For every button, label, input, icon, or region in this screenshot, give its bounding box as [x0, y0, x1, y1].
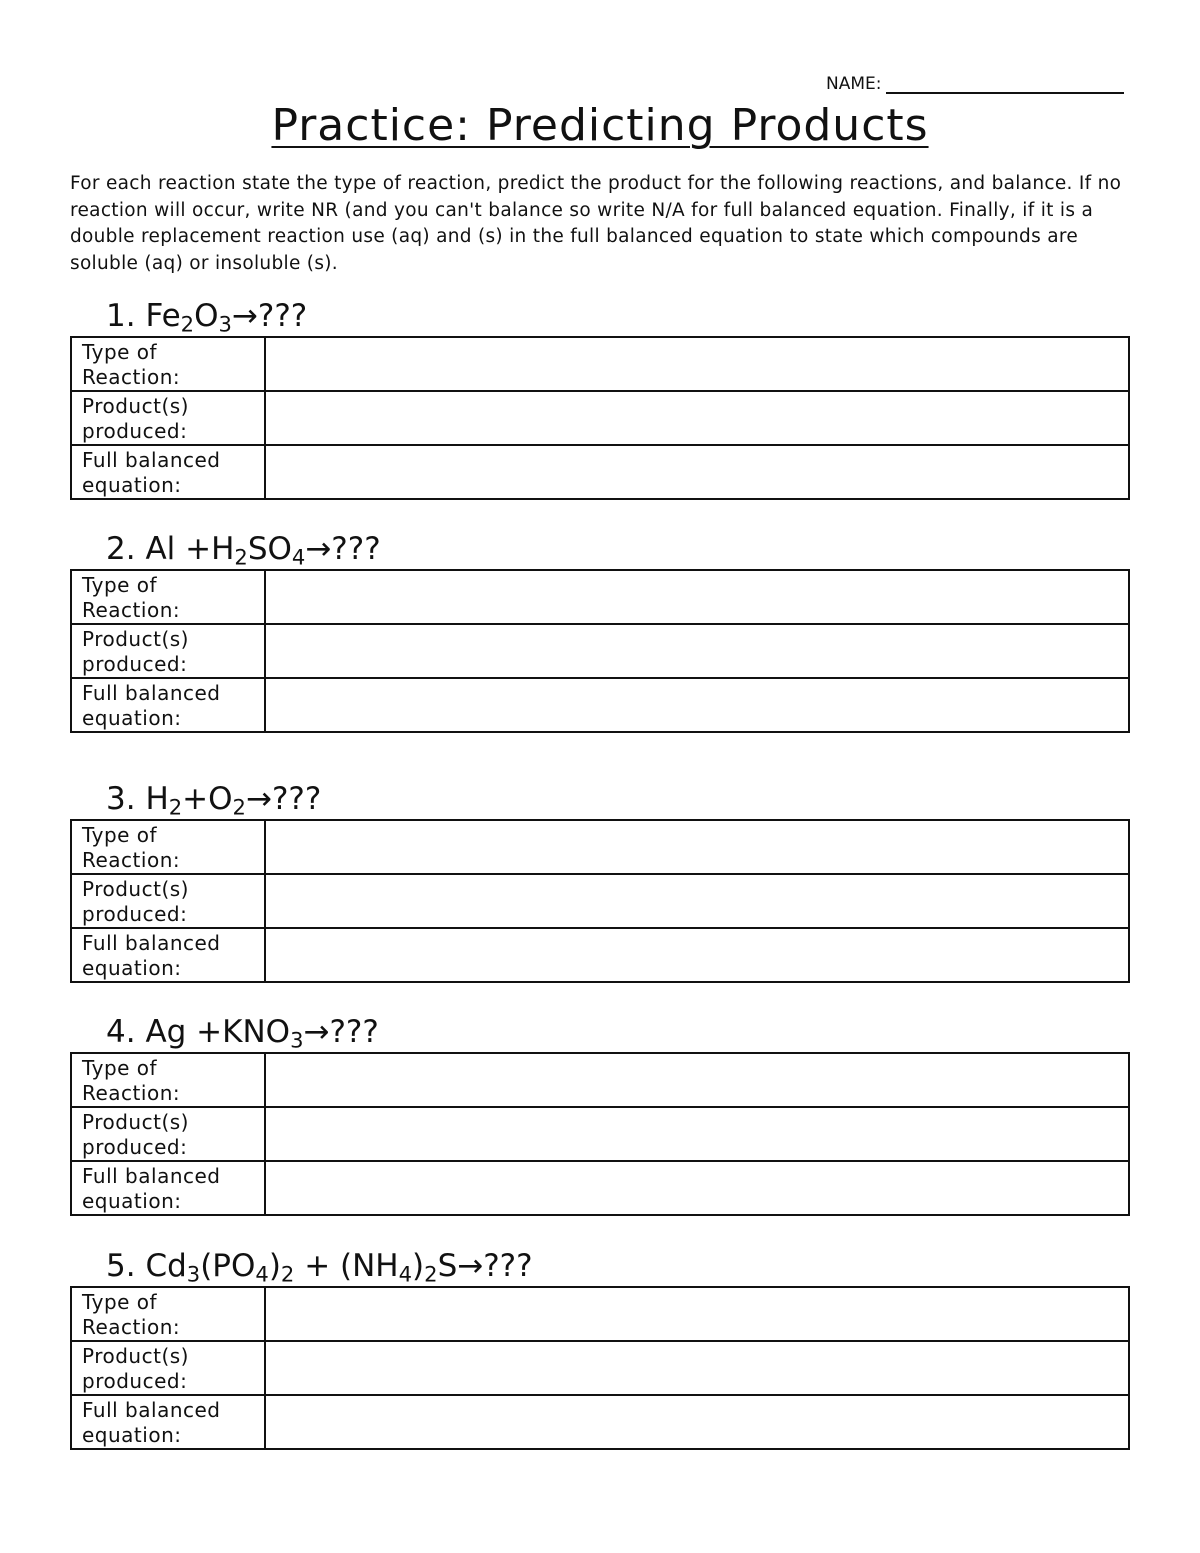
row-label: Product(s) produced: [71, 874, 265, 928]
row-label: Type of Reaction: [71, 1287, 265, 1341]
question-number: 4. [106, 1014, 146, 1050]
row-label: Type of Reaction: [71, 570, 265, 624]
question-number: 2. [106, 531, 146, 567]
row-products-produced [71, 391, 1129, 445]
row-type-of-reaction [71, 820, 1129, 874]
answer-cell-products-produced[interactable] [265, 624, 1129, 678]
row-type-of-reaction [71, 570, 1129, 624]
question-number: 5. [106, 1248, 146, 1284]
answer-table [70, 336, 1130, 500]
row-label: Product(s) produced: [71, 624, 265, 678]
row-full-balanced-equation [71, 445, 1129, 499]
name-field [826, 74, 1124, 94]
answer-cell-full-balanced-equation[interactable] [265, 1161, 1129, 1215]
name-blank-line[interactable] [886, 74, 1124, 94]
answer-cell-full-balanced-equation[interactable] [265, 928, 1129, 982]
question-heading [70, 296, 1130, 336]
answer-cell-full-balanced-equation[interactable] [265, 445, 1129, 499]
row-full-balanced-equation [71, 928, 1129, 982]
question-4 [70, 1012, 1130, 1216]
reaction-equation: $H_2+O_2\to$??? [145, 781, 322, 820]
answer-table [70, 1052, 1130, 1216]
reaction-equation: $Ag +KNO_3\to$??? [145, 1014, 379, 1053]
answer-cell-products-produced[interactable] [265, 391, 1129, 445]
row-label: Full balanced equation: [71, 678, 265, 732]
row-label: Type of Reaction: [71, 820, 265, 874]
page-title: Practice: Predicting Products [271, 100, 929, 151]
question-1 [70, 296, 1130, 500]
row-label: Full balanced equation: [71, 928, 265, 982]
answer-cell-full-balanced-equation[interactable] [265, 1395, 1129, 1449]
answer-table [70, 819, 1130, 983]
question-heading [70, 1012, 1130, 1052]
question-number: 1. [106, 298, 146, 334]
answer-cell-type-of-reaction[interactable] [265, 1287, 1129, 1341]
row-label: Full balanced equation: [71, 445, 265, 499]
answer-table [70, 1286, 1130, 1450]
answer-cell-products-produced[interactable] [265, 1341, 1129, 1395]
answer-cell-full-balanced-equation[interactable] [265, 678, 1129, 732]
row-label: Product(s) produced: [71, 391, 265, 445]
row-label: Type of Reaction: [71, 337, 265, 391]
row-type-of-reaction [71, 1053, 1129, 1107]
row-label: Full balanced equation: [71, 1161, 265, 1215]
row-type-of-reaction [71, 1287, 1129, 1341]
question-heading [70, 1246, 1130, 1286]
answer-table [70, 569, 1130, 733]
answer-cell-type-of-reaction[interactable] [265, 820, 1129, 874]
question-number: 3. [106, 781, 146, 817]
question-3 [70, 779, 1130, 983]
question-2 [70, 529, 1130, 733]
answer-cell-type-of-reaction[interactable] [265, 1053, 1129, 1107]
instructions: For each reaction state the type of reaction, predict the product for the following reactions, and balance. If no reaction will occur, write NR (and you can't balance so write N/A for full balanced equation. Finally, if it is a double replacement reaction use (aq) and (s) in the full balanced equation to state which compounds are soluble (aq) or insoluble (s). [70, 173, 1122, 274]
row-label: Type of Reaction: [71, 1053, 265, 1107]
row-full-balanced-equation [71, 1395, 1129, 1449]
question-heading [70, 779, 1130, 819]
row-label: Product(s) produced: [71, 1107, 265, 1161]
answer-cell-type-of-reaction[interactable] [265, 570, 1129, 624]
answer-cell-products-produced[interactable] [265, 1107, 1129, 1161]
row-label: Full balanced equation: [71, 1395, 265, 1449]
question-5 [70, 1246, 1130, 1450]
reaction-equation: $Al +H_2SO_4\to$??? [145, 531, 381, 570]
answer-cell-products-produced[interactable] [265, 874, 1129, 928]
row-full-balanced-equation [71, 1161, 1129, 1215]
question-heading [70, 529, 1130, 569]
row-products-produced [71, 624, 1129, 678]
answer-cell-type-of-reaction[interactable] [265, 337, 1129, 391]
name-label: NAME: [826, 74, 882, 94]
row-label: Product(s) produced: [71, 1341, 265, 1395]
row-type-of-reaction [71, 337, 1129, 391]
reaction-equation: $Fe_2O_3\to$??? [145, 298, 308, 337]
row-full-balanced-equation [71, 678, 1129, 732]
row-products-produced [71, 1341, 1129, 1395]
reaction-equation: $Cd_3(PO_4)_2 + (NH_4)_2S\to$??? [145, 1248, 533, 1287]
row-products-produced [71, 1107, 1129, 1161]
row-products-produced [71, 874, 1129, 928]
